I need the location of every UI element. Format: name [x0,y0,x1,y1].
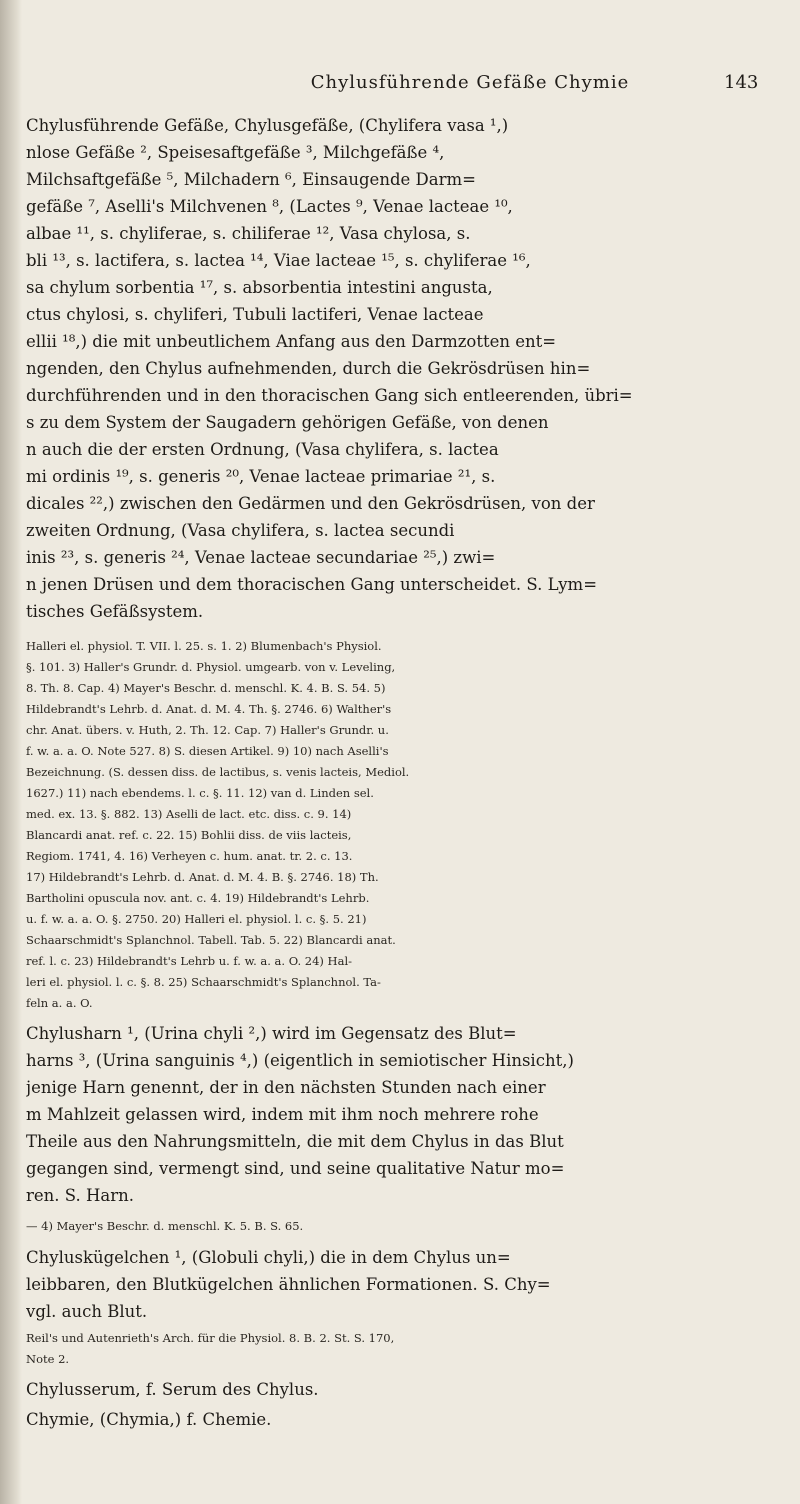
text-line: harns ³, (Urina sanguinis ⁴,) (eigentlich in semiotischer Hinsicht,) [26,1051,574,1070]
text-line: durchführenden und in den thoracischen Gang sich entleerenden, übri= [26,386,633,405]
text-line: albae ¹¹, s. chyliferae, s. chiliferae ¹², Vasa chylosa, s. [26,224,471,243]
text-line: gegangen sind, vermengt sind, und seine qualitative Natur mo= [26,1159,565,1178]
footnotes-chylus-vessels [26,636,782,1014]
text-line: Chyluskügelchen ¹, (Globuli chyli,) die in dem Chylus un= [26,1248,511,1267]
text-line: n jenen Drüsen und dem thoracischen Gang unterscheidet. S. Lym= [26,575,598,594]
text-line: bli ¹³, s. lactifera, s. lactea ¹⁴, Viae lacteae ¹⁵, s. chyliferae ¹⁶, [26,251,531,270]
running-title: Chylusführende Gefäße Chymie [310,72,630,93]
text-line: sa chylum sorbentia ¹⁷, s. absorbentia intestini angusta, [26,278,493,297]
text-line: dicales ²²,) zwischen den Gedärmen und den Gekrösdrüsen, von der [26,494,595,513]
text-line: gefäße ⁷, Aselli's Milchvenen ⁸, (Lactes ⁹, Venae lacteae ¹⁰, [26,197,513,216]
footnote-line: — 4) Mayer's Beschr. d. menschl. K. 5. B. S. 65. [26,1219,304,1233]
footnote-line: Note 2. [26,1352,70,1366]
footnote-line: med. ex. 13. §. 882. 13) Aselli de lact. etc. diss. c. 9. 14) [26,807,352,821]
footnote-line: u. f. w. a. a. O. §. 2750. 20) Halleri el. physiol. l. c. §. 5. 21) [26,912,367,926]
text-line: s zu dem System der Saugadern gehörigen Gefäße, von denen [26,413,549,432]
entry-chylus-urine [26,1020,782,1209]
footnote-line: leri el. physiol. l. c. §. 8. 25) Schaarschmidt's Splanchnol. Ta- [26,975,381,989]
text-line: m Mahlzeit gelassen wird, indem mit ihm noch mehrere rohe [26,1105,539,1124]
footnote-line: 1627.) 11) nach ebendems. l. c. §. 11. 12) van d. Linden sel. [26,786,374,800]
text-line: Milchsaftgefäße ⁵, Milchadern ⁶, Einsaugende Darm= [26,170,476,189]
text-line: Chylusserum, f. Serum des Chylus. [26,1380,319,1399]
footnote-line: ref. l. c. 23) Hildebrandt's Lehrb u. f. w. a. a. O. 24) Hal- [26,954,353,968]
entry-chylus-serum [26,1376,782,1403]
binding-shadow [0,0,22,1504]
footnote-line: 17) Hildebrandt's Lehrb. d. Anat. d. M. 4. B. §. 2746. 18) Th. [26,870,379,884]
footnote-line: Reil's und Autenrieth's Arch. für die Physiol. 8. B. 2. St. S. 170, [26,1331,395,1345]
entry-chylus-globules [26,1244,782,1325]
text-line: Chylusharn ¹, (Urina chyli ²,) wird im Gegensatz des Blut= [26,1024,517,1043]
text-line: mi ordinis ¹⁹, s. generis ²⁰, Venae lacteae primariae ²¹, s. [26,467,496,486]
text-line: ellii ¹⁸,) die mit unbeutlichem Anfang aus den Darmzotten ent= [26,332,557,351]
text-line: Chylusführende Gefäße, Chylusgefäße, (Chylifera vasa ¹,) [26,116,509,135]
text-line: nlose Gefäße ², Speisesaftgefäße ³, Milchgefäße ⁴, [26,143,445,162]
text-line: Chymie, (Chymia,) f. Chemie. [26,1410,272,1429]
footnotes-chylus-urine [26,1216,782,1237]
text-line: jenige Harn genennt, der in den nächsten Stunden nach einer [26,1078,546,1097]
text-line: vgl. auch Blut. [26,1302,148,1321]
page-number: 143 [724,72,759,93]
footnote-line: §. 101. 3) Haller's Grundr. d. Physiol. umgearb. von v. Leveling, [26,660,396,674]
text-line: inis ²³, s. generis ²⁴, Venae lacteae secundariae ²⁵,) zwi= [26,548,496,567]
footnote-line: Bartholini opuscula nov. ant. c. 4. 19) Hildebrandt's Lehrb. [26,891,370,905]
footnote-line: Regiom. 1741, 4. 16) Verheyen c. hum. anat. tr. 2. c. 13. [26,849,353,863]
footnote-line: chr. Anat. übers. v. Huth, 2. Th. 12. Cap. 7) Haller's Grundr. u. [26,723,389,737]
footnote-line: f. w. a. a. O. Note 527. 8) S. diesen Artikel. 9) 10) nach Aselli's [26,744,389,758]
text-line: Theile aus den Nahrungsmitteln, die mit dem Chylus in das Blut [26,1132,564,1151]
text-line: ngenden, den Chylus aufnehmenden, durch die Gekrösdrüsen hin= [26,359,591,378]
text-line: n auch die der ersten Ordnung, (Vasa chylifera, s. lactea [26,440,499,459]
text-line: zweiten Ordnung, (Vasa chylifera, s. lactea secundi [26,521,455,540]
footnote-line: Schaarschmidt's Splanchnol. Tabell. Tab. 5. 22) Blancardi anat. [26,933,396,947]
footnote-line: Hildebrandt's Lehrb. d. Anat. d. M. 4. Th. §. 2746. 6) Walther's [26,702,392,716]
text-line: ctus chylosi, s. chyliferi, Tubuli lactiferi, Venae lacteae [26,305,484,324]
text-line: leibbaren, den Blutkügelchen ähnlichen Formationen. S. Chy= [26,1275,551,1294]
footnotes-chylus-globules [26,1328,782,1370]
entry-chylus-vessels [26,112,782,625]
text-line: ren. S. Harn. [26,1186,134,1205]
entry-chymie [26,1406,782,1433]
footnote-line: Halleri el. physiol. T. VII. l. 25. s. 1. 2) Blumenbach's Physiol. [26,639,382,653]
footnote-line: feln a. a. O. [26,996,93,1010]
running-header [0,72,800,106]
text-line: tisches Gefäßsystem. [26,602,204,621]
footnote-line: Blancardi anat. ref. c. 22. 15) Bohlii diss. de viis lacteis, [26,828,352,842]
footnote-line: 8. Th. 8. Cap. 4) Mayer's Beschr. d. menschl. K. 4. B. S. 54. 5) [26,681,386,695]
footnote-line: Bezeichnung. (S. dessen diss. de lactibus, s. venis lacteis, Mediol. [26,765,410,779]
